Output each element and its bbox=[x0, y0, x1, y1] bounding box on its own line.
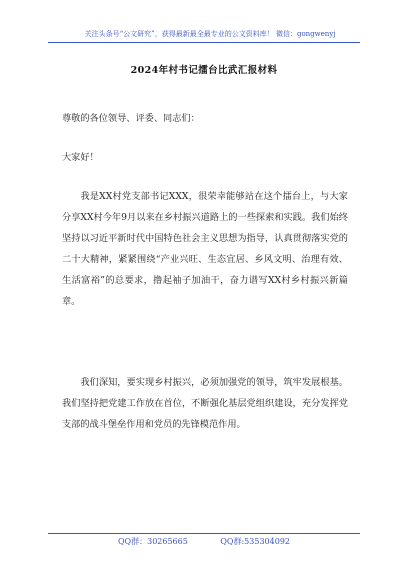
footer-qq-group-1: QQ群：30265665 bbox=[117, 537, 188, 546]
header-divider bbox=[48, 42, 360, 43]
header-banner: 关注头条号“公文研究”，获得最新最全最专业的公文资料库！ 微信：gongwenyj bbox=[84, 30, 336, 38]
salutation: 尊敬的各位领导、评委、同志们： bbox=[62, 113, 200, 124]
greeting: 大家好！ bbox=[62, 152, 99, 163]
document-title: 2024年村书记擂台比武汇报材料 bbox=[130, 65, 278, 76]
footer bbox=[0, 536, 408, 548]
body-paragraph-1: 我是XX村党支部书记XXX，很荣幸能够站在这个擂台上，与大家分享XX村今年9月以来在乡村振兴道路上的一些探索和实践。我们始终坚持以习近平新时代中国特色社会主义思想为指导，认真贯彻落实党的二十大精神，紧紧围绕“产业兴旺、生态宜居、乡风文明、治理有效、生活富裕”的总要求，撸起袖子加油干，奋力谱写XX村乡村振兴新篇章。 bbox=[62, 191, 348, 307]
document-body bbox=[62, 108, 348, 435]
body-paragraph-2: 我们深知，要实现乡村振兴，必须加强党的领导，筑牢发展根基。我们坚持把党建工作放在首位，不断强化基层党组织建设，充分发挥党支部的战斗堡垒作用和党员的先锋模范作用。 bbox=[62, 377, 348, 430]
footer-qq-group-2: QQ群:535304092 bbox=[220, 537, 290, 546]
